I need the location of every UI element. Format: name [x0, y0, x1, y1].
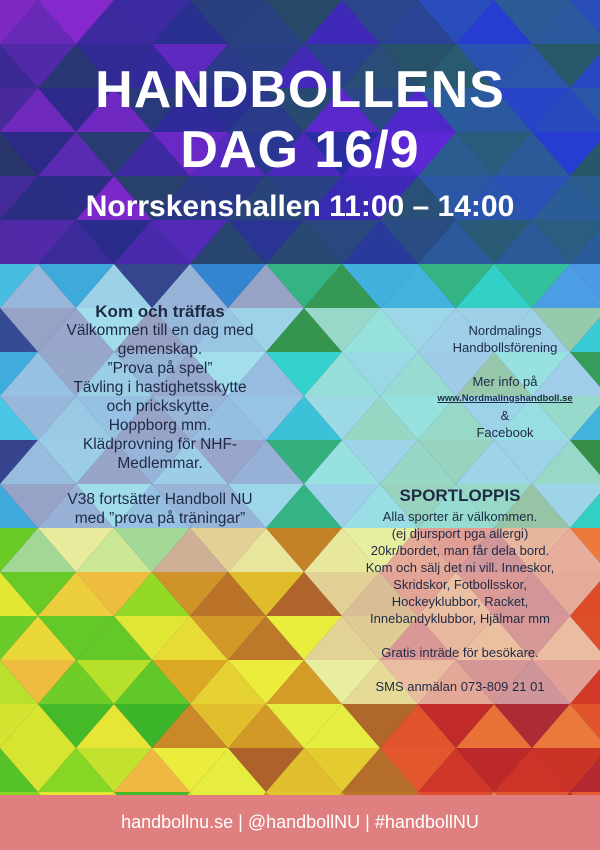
- left-line: gemenskap.: [117, 341, 203, 358]
- venue-time: Norrskenshallen 11:00 – 14:00: [85, 190, 515, 223]
- facebook-text: Facebook: [476, 425, 534, 440]
- free-entry-text: Gratis inträde för besökare.: [381, 645, 539, 660]
- spacer: [330, 627, 590, 644]
- website-link[interactable]: www.Nordmalingshandboll.se: [437, 393, 573, 404]
- v38-line: V38 fortsätter Handboll NU: [67, 491, 253, 508]
- title-line-2: DAG 16/9: [180, 121, 420, 179]
- org-name-line-2: Handbollsförening: [452, 340, 558, 355]
- sportloppis-line: Innebandyklubbor, Hjälmar mm: [370, 611, 550, 626]
- footer-text: handbollnu.se | @handbollNU | #handbollNU: [121, 812, 479, 832]
- left-line: ”Prova på spel”: [107, 360, 213, 377]
- left-line: Tävling i hastighetsskytte: [73, 379, 247, 396]
- left-line: Hoppborg mm.: [108, 417, 212, 434]
- left-line: Välkommen till en dag med: [66, 322, 254, 339]
- spacer: [330, 661, 590, 678]
- spacer: [30, 473, 290, 490]
- sportloppis-line: Kom och sälj det ni vill. Inneskor,: [365, 560, 555, 575]
- sportloppis-line: 20kr/bordet, man får dela bord.: [370, 543, 550, 558]
- spacer: [430, 356, 580, 373]
- sportloppis-line: Hockeyklubbor, Racket,: [391, 594, 529, 609]
- club-info-panel: [430, 322, 580, 441]
- left-line: och prickskytte.: [106, 398, 214, 415]
- sportloppis-panel: [330, 484, 590, 695]
- left-info-panel: [30, 302, 290, 528]
- more-info-text: Mer info på: [472, 374, 538, 389]
- sportloppis-heading: SPORTLOPPIS: [399, 486, 521, 505]
- footer-bar: [0, 795, 600, 850]
- sms-text: SMS anmälan 073-809 21 01: [375, 679, 545, 694]
- title-line-1: HANDBOLLENS: [95, 61, 505, 119]
- left-line: Klädprovning för NHF-: [82, 436, 238, 453]
- left-heading: Kom och träffas: [95, 302, 225, 321]
- org-name-line-1: Nordmalings: [468, 323, 542, 338]
- left-line: Medlemmar.: [117, 455, 203, 472]
- sportloppis-line: (ej djursport pga allergi): [391, 526, 529, 541]
- sportloppis-line: Skridskor, Fotbollsskor,: [393, 577, 527, 592]
- ampersand: &: [500, 408, 510, 423]
- v38-line: med ”prova på träningar”: [74, 510, 246, 527]
- sportloppis-line: Alla sporter är välkommen.: [382, 509, 538, 524]
